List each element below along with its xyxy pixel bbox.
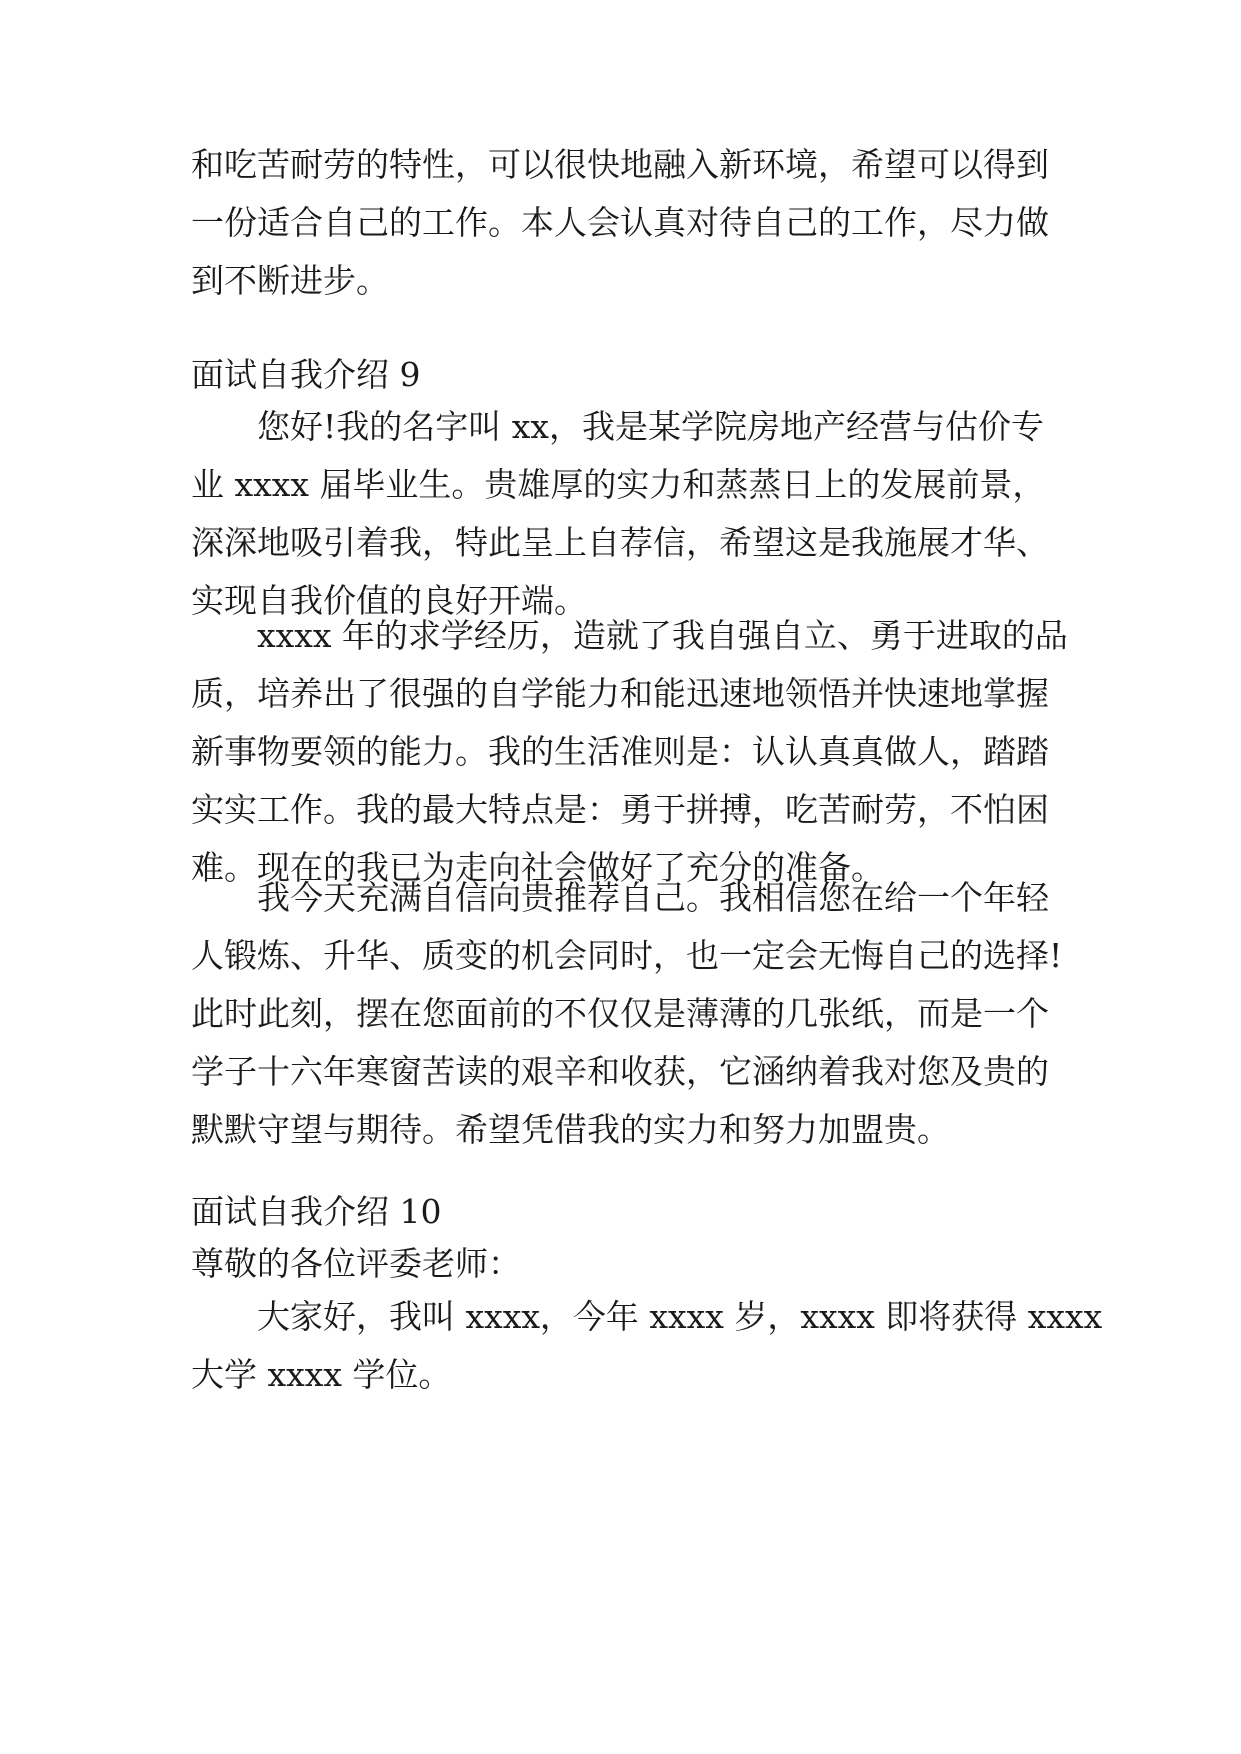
text-line: 到不断进步。 <box>191 261 389 300</box>
section-10-paragraph-1 <box>191 1288 1103 1404</box>
text-line: 一份适合自己的工作。本人会认真对待自己的工作，尽力做 <box>191 203 1049 242</box>
text-line: 新事物要领的能力。我的生活准则是：认认真真做人，踏踏 <box>191 732 1049 771</box>
text-line: 深深地吸引着我，特此呈上自荐信，希望这是我施展才华、 <box>191 523 1049 562</box>
text-line: 实现自我价值的良好开端。 <box>191 581 587 620</box>
text-line: xxxx 年的求学经历，造就了我自强自立、勇于进取的品 <box>257 616 1068 655</box>
text-line: 质，培养出了很强的自学能力和能迅速地领悟并快速地掌握 <box>191 674 1049 713</box>
section-9-paragraph-2 <box>191 607 1071 897</box>
text-line: 学子十六年寒窗苦读的艰辛和收获，它涵纳着我对您及贵的 <box>191 1052 1049 1091</box>
text-line: 我今天充满自信向贵推荐自己。我相信您在给一个年轻 <box>257 878 1049 917</box>
section-10 <box>191 1183 1071 1293</box>
section-9-paragraph-3 <box>191 869 1071 1159</box>
text-line: 实实工作。我的最大特点是：勇于拼搏，吃苦耐劳，不怕困 <box>191 790 1049 829</box>
text-line: 默默守望与期待。希望凭借我的实力和努力加盟贵。 <box>191 1110 950 1149</box>
text-line: 大学 xxxx 学位。 <box>191 1355 452 1394</box>
text-line: 此时此刻，摆在您面前的不仅仅是薄薄的几张纸，而是一个 <box>191 994 1049 1033</box>
text-line: 和吃苦耐劳的特性，可以很快地融入新环境，希望可以得到 <box>191 145 1049 184</box>
section-9-paragraph-1 <box>191 398 1071 630</box>
section-10-title: 面试自我介绍 10 <box>191 1192 442 1231</box>
section-9 <box>191 346 1071 404</box>
text-line: 大家好，我叫 xxxx，今年 xxxx 岁，xxxx 即将获得 xxxx <box>257 1297 1103 1336</box>
text-line: 人锻炼、升华、质变的机会同时，也一定会无悔自己的选择! <box>191 936 1063 975</box>
section-9-title: 面试自我介绍 9 <box>191 355 421 394</box>
salutation: 尊敬的各位评委老师： <box>191 1244 521 1283</box>
text-line: 业 xxxx 届毕业生。贵雄厚的实力和蒸蒸日上的发展前景， <box>191 465 1046 504</box>
text-line: 难。现在的我已为走向社会做好了充分的准备。 <box>191 848 884 887</box>
intro-tail-paragraph <box>191 136 1071 310</box>
text-line: 您好!我的名字叫 xx，我是某学院房地产经营与估价专 <box>257 407 1044 446</box>
